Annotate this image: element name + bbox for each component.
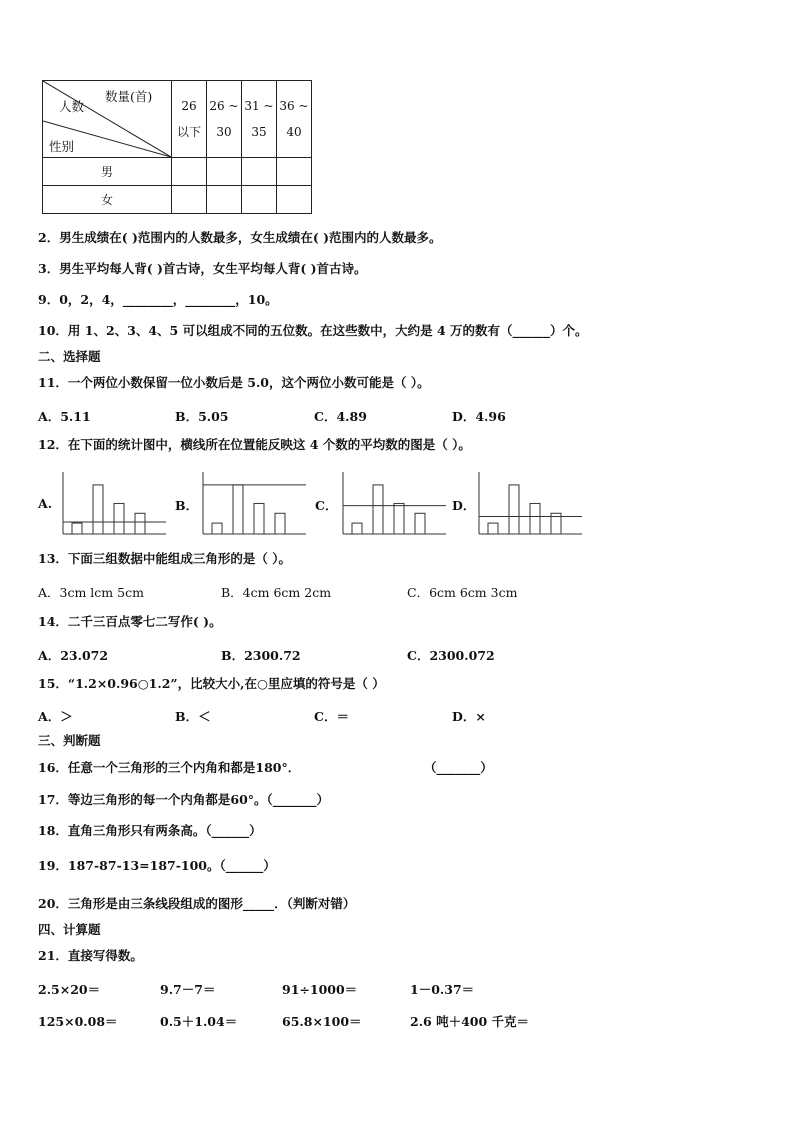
- table-cell: [242, 158, 277, 186]
- column-header: 26 以下: [172, 81, 207, 158]
- question-19: 19．187-87-13=187-100。（______）: [38, 858, 276, 873]
- section-judge: 三、判断题: [38, 733, 101, 748]
- bar: [488, 523, 498, 534]
- option-b: B．＜: [175, 709, 211, 724]
- bar: [212, 523, 222, 534]
- bar: [135, 513, 145, 534]
- question-14: 14．二千三百点零七二写作( )。: [38, 614, 222, 629]
- option-c: C．6cm 6cm 3cm: [407, 585, 518, 600]
- chart-label-d: D．: [452, 498, 476, 513]
- calc-item: 0.5＋1.04＝: [160, 1014, 238, 1029]
- option-a: A．3cm lcm 5cm: [38, 585, 144, 600]
- question-11: 11．一个两位小数保留一位小数后是 5.0，这个两位小数可能是（ ）。: [38, 375, 430, 390]
- chart-label-c: C．: [315, 498, 338, 513]
- table-cell: [172, 158, 207, 186]
- calc-row-1: [38, 980, 598, 998]
- question-12: 12．在下面的统计图中，横线所在位置能反映这 4 个数的平均数的图是（ ）。: [38, 437, 471, 452]
- chart-c: [340, 470, 448, 538]
- question-17: 17．等边三角形的每一个内角都是60°。（_______）: [38, 792, 330, 807]
- question-20: 20．三角形是由三条线段组成的图形_____．（判断对错）: [38, 896, 356, 911]
- table-cell: [277, 158, 312, 186]
- question-9: 9．0，2，4，________，________，10。: [38, 292, 278, 307]
- option-d: D．4.96: [452, 409, 506, 424]
- option-c: C．4.89: [314, 409, 367, 424]
- question-16-blank: （_______）: [424, 760, 493, 775]
- bar: [233, 485, 243, 534]
- row-label-male: 男: [43, 158, 172, 186]
- column-header: 36 ~ 40: [277, 81, 312, 158]
- bar: [352, 523, 362, 534]
- option-a: A．23.072: [38, 648, 109, 663]
- chart-label-a: A.: [38, 496, 53, 511]
- bar: [93, 485, 103, 534]
- option-c: C．2300.072: [407, 648, 495, 663]
- option-c: C．＝: [314, 709, 349, 724]
- column-header: 26 ~ 30: [207, 81, 242, 158]
- calc-item: 91÷1000＝: [282, 982, 358, 997]
- option-d: D．×: [452, 709, 486, 724]
- question-18: 18．直角三角形只有两条高。（______）: [38, 823, 262, 838]
- option-b: B．5.05: [175, 409, 229, 424]
- question-16: 16．任意一个三角形的三个内角和都是180°．: [38, 760, 301, 775]
- calc-item: 1－0.37＝: [410, 982, 475, 997]
- chart-d: [476, 470, 584, 538]
- chart-b: [200, 470, 308, 538]
- q13-options: [38, 583, 598, 601]
- column-header: 31 ~ 35: [242, 81, 277, 158]
- bar: [373, 485, 383, 534]
- bar: [415, 513, 425, 534]
- table-diagonal-header: [43, 81, 172, 158]
- bar: [72, 523, 82, 534]
- chart-label-b: B．: [175, 498, 199, 513]
- bar: [509, 485, 519, 534]
- question-2: 2．男生成绩在( )范围内的人数最多，女生成绩在( )范围内的人数最多。: [38, 230, 442, 245]
- table-cell: [242, 186, 277, 214]
- table-cell: [207, 186, 242, 214]
- header-gender: 性别: [49, 139, 75, 154]
- q14-options: [38, 646, 598, 664]
- question-10: 10．用 1、2、3、4、5 可以组成不同的五位数。在这些数中，大约是 4 万的数有（______）个。: [38, 323, 588, 338]
- calc-item: 9.7－7＝: [160, 982, 216, 997]
- bar: [275, 513, 285, 534]
- calc-item: 65.8×100＝: [282, 1014, 362, 1029]
- bar: [254, 503, 264, 534]
- table-cell: [207, 158, 242, 186]
- calc-item: 2.6 吨＋400 千克＝: [410, 1014, 530, 1029]
- question-21: 21．直接写得数。: [38, 948, 143, 963]
- survey-table: [42, 80, 312, 214]
- q15-options: [38, 707, 598, 725]
- table-cell: [277, 186, 312, 214]
- section-calc: 四、计算题: [38, 922, 101, 937]
- chart-a: [60, 470, 168, 538]
- question-3: 3．男生平均每人背( )首古诗，女生平均每人背( )首古诗。: [38, 261, 367, 276]
- question-13: 13．下面三组数据中能组成三角形的是（ ）。: [38, 551, 291, 566]
- option-a: A．5.11: [38, 409, 91, 424]
- calc-row-2: [38, 1012, 598, 1030]
- bar: [394, 503, 404, 534]
- bar: [114, 503, 124, 534]
- row-label-female: 女: [43, 186, 172, 214]
- calc-item: 2.5×20＝: [38, 982, 101, 997]
- header-quantity: 数量(首): [105, 89, 153, 104]
- option-b: B．2300.72: [221, 648, 301, 663]
- question-15: 15．“1.2×0.96○1.2”，比较大小,在○里应填的符号是（ ）: [38, 676, 385, 691]
- option-a: A．＞: [38, 709, 73, 724]
- q11-options: [38, 407, 598, 425]
- bar: [530, 503, 540, 534]
- option-b: B．4cm 6cm 2cm: [221, 585, 332, 600]
- section-choice: 二、选择题: [38, 349, 101, 364]
- calc-item: 125×0.08＝: [38, 1014, 118, 1029]
- header-people: 人数: [59, 99, 85, 114]
- table-cell: [172, 186, 207, 214]
